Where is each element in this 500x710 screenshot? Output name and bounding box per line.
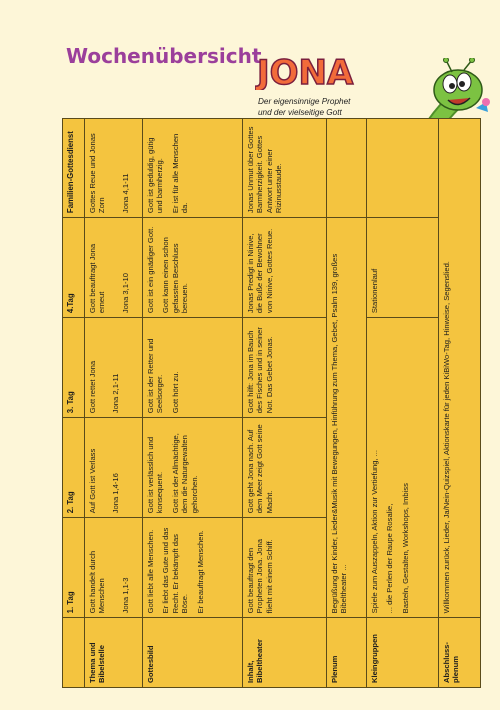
- cell-thema-familien: Gottes Reue und Jonas Zorn Jona 4,1-11: [85, 119, 143, 218]
- cell-gottesbild-tag3: Gott ist der Retter und Seelsorger. Gott hört zu.: [143, 318, 243, 418]
- row-label-thema: Thema und Bibelstelle: [85, 618, 143, 688]
- cell-thema-tag3: Gott rettet Jona Jona 2,1-11: [85, 318, 143, 418]
- cell-plenum-familien: [327, 119, 367, 218]
- header-tag2: 2. Tag: [63, 418, 85, 518]
- table-row-gottesbild: [143, 119, 243, 688]
- row-label-abschluss: Abschluss-plenum: [439, 618, 481, 688]
- cell-kleingruppen-text: Spiele zum Auszappeln, Aktion zur Vertiefung, ... ... die Perlen der Raupe Rosalie, Basteln, Gestalten, Workshops, Imbiss: [367, 318, 439, 618]
- table-row-thema: [85, 119, 143, 688]
- cell-gottesbild-tag1: Gott liebt alle Menschen. Er liebt das Gute und das Recht. Er bekämpft das Böse. Er beauftragt Menschen.: [143, 518, 243, 618]
- logo-text: JONA: [257, 53, 354, 90]
- header-tag3: 3. Tag: [63, 318, 85, 418]
- row-label-plenum: Plenum: [327, 618, 367, 688]
- cell-abschluss-text: Willkommen zurück, Lieder, Ja/Nein-Quizspiel, Aktionskarte für jeden KiBiWo-Tag, Hinweise, Segenslied.: [439, 119, 481, 618]
- header-familien: Familien-Gottesdienst: [63, 119, 85, 218]
- cell-inhalt-tag4: Jonas Predigt in Ninive, die Buße der Bewohner von Ninive, Gottes Reue.: [243, 218, 327, 318]
- cell-inhalt-tag1: Gott beauftragt den Propheten Jona. Jona flieht mit einem Schiff.: [243, 518, 327, 618]
- cell-plenum-text: Begrüßung der Kinder, Lieder&Musik mit Bewegungen, Hinführung zum Thema, Gebet, Psalm 139, großes Bibeltheater ...: [327, 218, 367, 618]
- logo-subtitle: Der eigensinnige Prophet und der vielseitige Gott: [258, 97, 351, 117]
- row-label-gottesbild: Gottesbild: [143, 618, 243, 688]
- cell-inhalt-tag3: Gott hilft: Jona im Bauch des Fisches und in seiner Not. Das Gebet Jonas.: [243, 318, 327, 418]
- cell-inhalt-tag2: Gott geht Jona nach. Auf dem Meer zeigt Gott seine Macht.: [243, 418, 327, 518]
- table-row-abschluss: [439, 119, 481, 688]
- week-overview-table-container: [62, 118, 480, 688]
- header-tag4: 4.Tag: [63, 218, 85, 318]
- cell-kleingruppen-tag4: Stationenlauf: [367, 218, 439, 318]
- table-row-kleingruppen: [367, 119, 439, 688]
- row-label-kleingruppen: Kleingruppen: [367, 618, 439, 688]
- table-row-plenum: [327, 119, 367, 688]
- table-row-inhalt: [243, 119, 327, 688]
- table-header-row: [63, 119, 85, 688]
- cell-thema-tag1: Gott handelt durch Menschen Jona 1,1-3: [85, 518, 143, 618]
- page-title: Wochenübersicht: [66, 44, 262, 68]
- week-overview-table: [62, 118, 481, 688]
- header-tag1: 1. Tag: [63, 518, 85, 618]
- jona-logo: [255, 50, 365, 90]
- cell-kleingruppen-familien: [367, 119, 439, 218]
- header-corner: [63, 618, 85, 688]
- cell-thema-tag4: Gott beauftragt Jona erneut Jona 3,1-10: [85, 218, 143, 318]
- cell-inhalt-familien: Jonas Unmut über Gottes Barmherzigkeit. Gottes Antwort unter einer Rizinusstaude.: [243, 119, 327, 218]
- cell-gottesbild-tag4: Gott ist ein gnädiger Gott. Gott kann einen schon gefassten Beschluss bereuen.: [143, 218, 243, 318]
- row-label-inhalt: Inhalt, Bibeltheater: [243, 618, 327, 688]
- cell-thema-tag2: Auf Gott ist Verlass Jona 1,4-16: [85, 418, 143, 518]
- cell-gottesbild-familien: Gott ist geduldig, gütig und barmherzig. Er ist für alle Menschen da.: [143, 119, 243, 218]
- cell-gottesbild-tag2: Gott ist verlässlich und konsequent. Gott ist der Allmächtige, dem die Naturgewalten gehorchen.: [143, 418, 243, 518]
